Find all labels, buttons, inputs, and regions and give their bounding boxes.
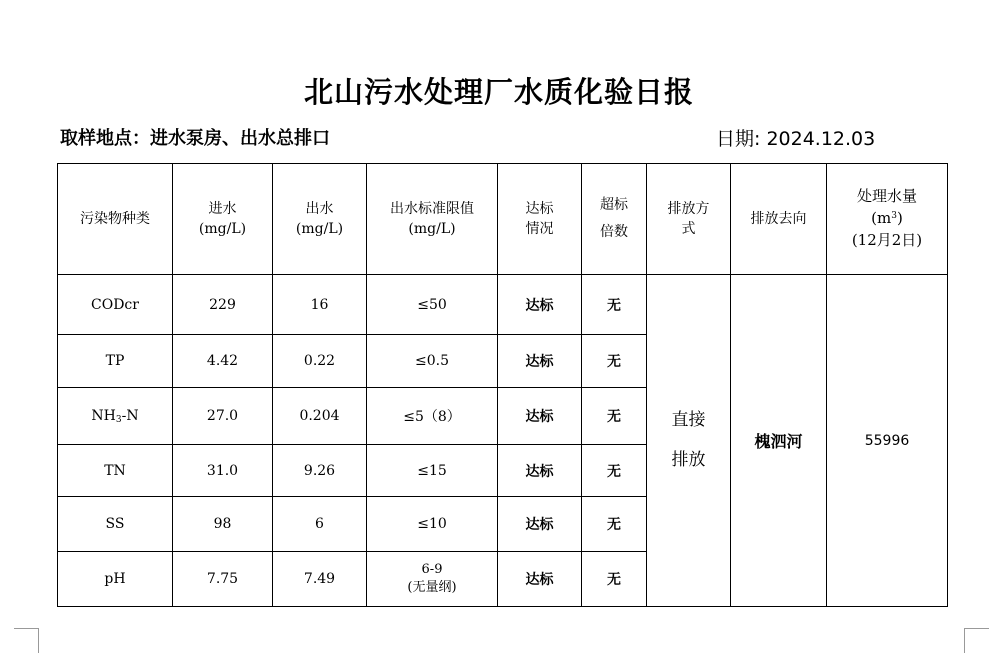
outflow-cell: 0.204 <box>273 388 367 445</box>
compliance-cell: 达标 <box>498 388 582 445</box>
inflow-cell: 98 <box>173 497 273 552</box>
exceed-cell: 无 <box>582 275 647 335</box>
limit-cell: ≤5（8） <box>367 388 498 445</box>
inflow-cell: 229 <box>173 275 273 335</box>
exceed-cell: 无 <box>582 388 647 445</box>
header-row <box>58 164 948 275</box>
water-quality-table <box>57 163 948 607</box>
exceed-cell: 无 <box>582 497 647 552</box>
pollutant-cell: SS <box>58 497 173 552</box>
exceed-cell: 无 <box>582 445 647 497</box>
pollutant-cell: pH <box>58 552 173 607</box>
pollutant-cell: TN <box>58 445 173 497</box>
exceed-cell: 无 <box>582 335 647 388</box>
report-title: 北山污水处理厂水质化验日报 <box>303 75 694 109</box>
outflow-cell: 0.22 <box>273 335 367 388</box>
compliance-cell: 达标 <box>498 335 582 388</box>
compliance-cell: 达标 <box>498 497 582 552</box>
limit-cell: 6-9 (无量纲) <box>367 552 498 607</box>
inflow-cell: 7.75 <box>173 552 273 607</box>
limit-cell: ≤50 <box>367 275 498 335</box>
inflow-cell: 4.42 <box>173 335 273 388</box>
outflow-cell: 16 <box>273 275 367 335</box>
compliance-cell: 达标 <box>498 275 582 335</box>
outflow-cell: 9.26 <box>273 445 367 497</box>
page-corner-mark-left <box>14 628 39 653</box>
inflow-cell: 27.0 <box>173 388 273 445</box>
outflow-cell: 6 <box>273 497 367 552</box>
pollutant-cell: $NH_3-N$ <box>58 388 173 445</box>
pollutant-cell: CODcr <box>58 275 173 335</box>
exceed-cell: 无 <box>582 552 647 607</box>
header-inflow: 进水 (mg/L) <box>173 164 273 275</box>
outflow-cell: 7.49 <box>273 552 367 607</box>
table-row <box>58 275 948 335</box>
header-compliance: 达标 情况 <box>498 164 582 275</box>
discharge-destination-cell: 槐泗河 <box>731 275 827 607</box>
header-method: 排放方 式 <box>647 164 731 275</box>
sampling-location: 取样地点：进水泵房、出水总排口 <box>60 128 330 149</box>
discharge-method-cell: 直接 排放 <box>647 275 731 607</box>
header-exceed: 超标 倍数 <box>582 164 647 275</box>
header-volume: 处理水量 $(m^3)$ (12月2日) <box>827 164 948 275</box>
limit-cell: ≤15 <box>367 445 498 497</box>
report-date: 日期: 2024.12.03 <box>716 128 876 150</box>
header-limit: 出水标准限值 (mg/L) <box>367 164 498 275</box>
header-pollutant: 污染物种类 <box>58 164 173 275</box>
inflow-cell: 31.0 <box>173 445 273 497</box>
pollutant-cell: TP <box>58 335 173 388</box>
header-outflow: 出水 (mg/L) <box>273 164 367 275</box>
compliance-cell: 达标 <box>498 552 582 607</box>
treated-volume-cell: 55996 <box>827 275 948 607</box>
page-corner-mark-right <box>964 628 989 653</box>
compliance-cell: 达标 <box>498 445 582 497</box>
header-destination: 排放去向 <box>731 164 827 275</box>
limit-cell: ≤10 <box>367 497 498 552</box>
limit-cell: ≤0.5 <box>367 335 498 388</box>
